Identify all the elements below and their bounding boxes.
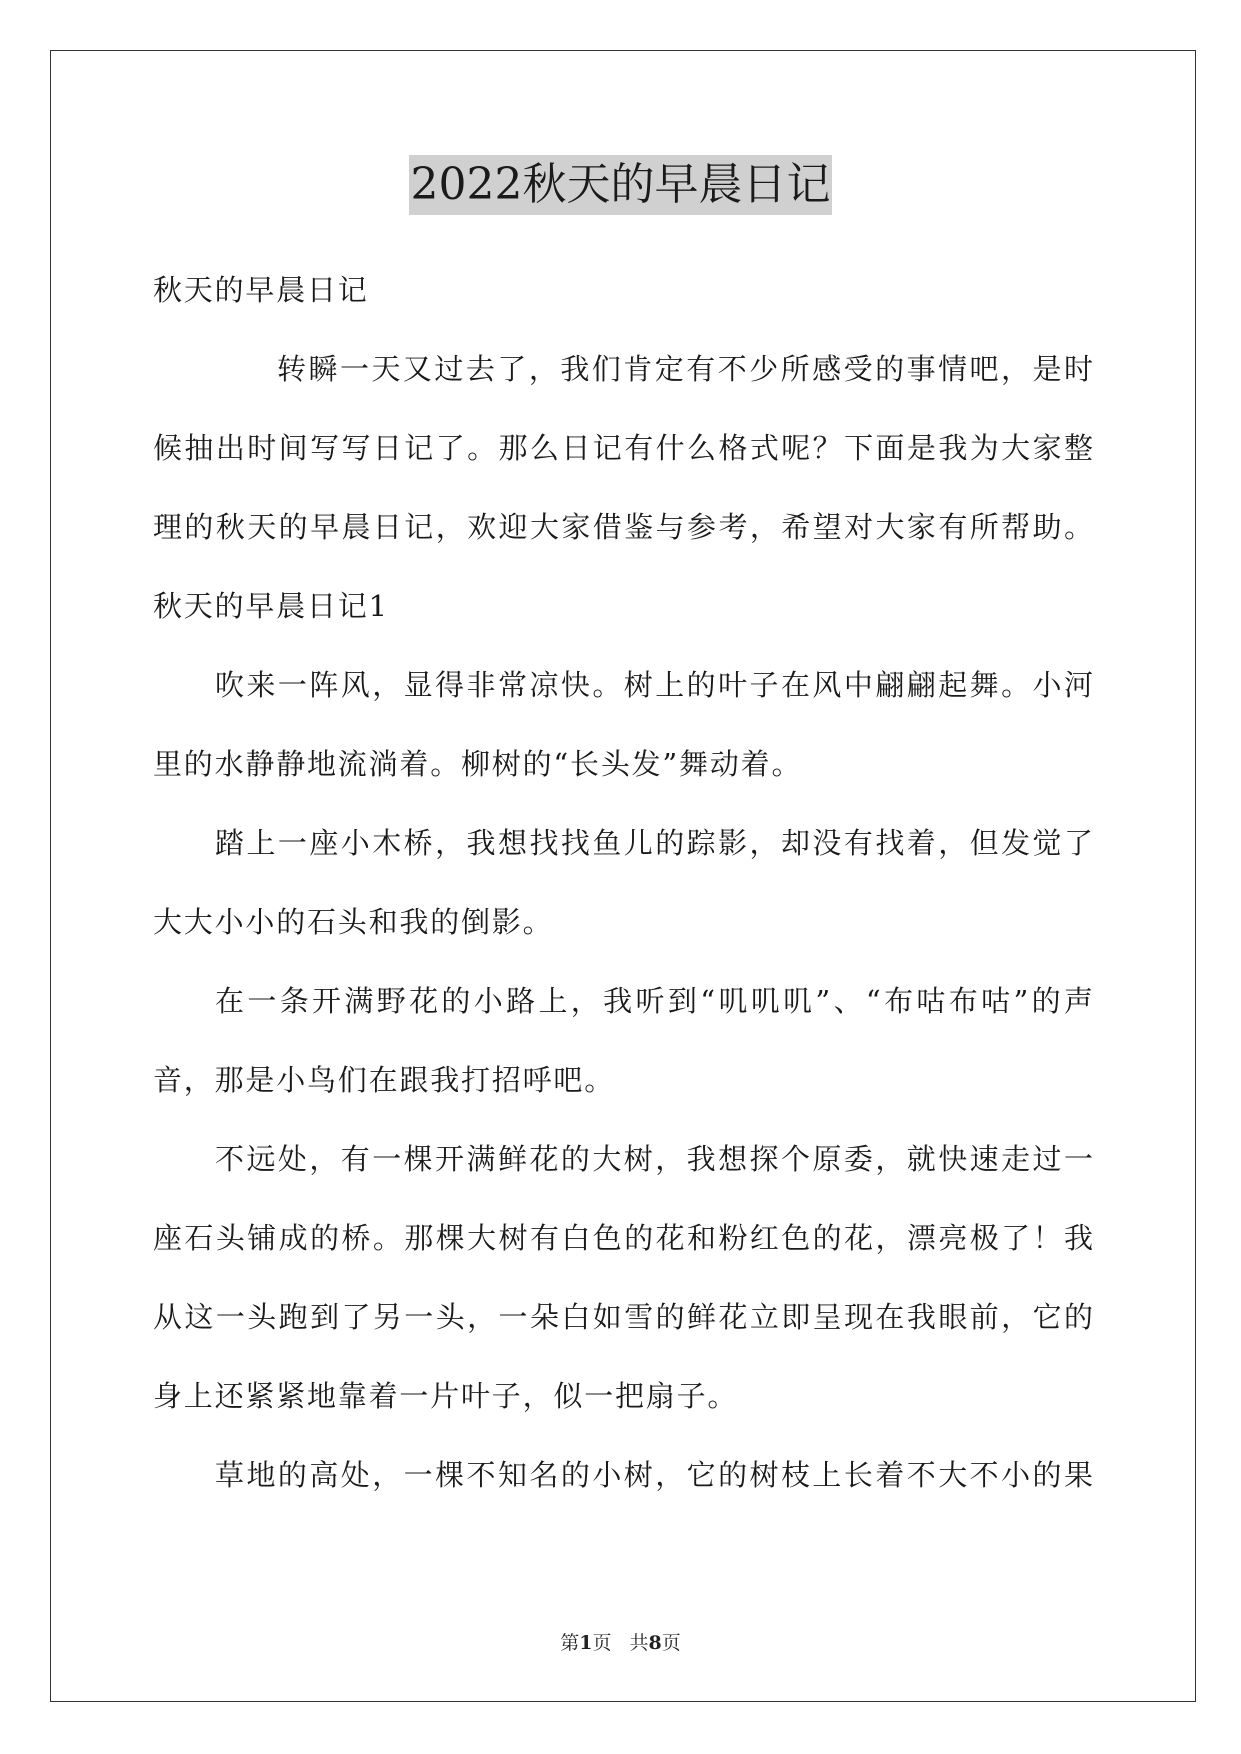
page-current: 1: [579, 1632, 593, 1654]
text-line: 里的水静静地流淌着。柳树的“长头发”舞动着。: [153, 747, 803, 781]
text-line: 座石头铺成的桥。那棵大树有白色的花和粉红色的花，漂亮极了！我: [153, 1221, 1093, 1255]
total-count: 8: [648, 1632, 662, 1654]
text-line: 音，那是小鸟们在跟我打招呼吧。: [153, 1063, 616, 1097]
page-prefix: 第: [560, 1632, 580, 1654]
document-body: [153, 258, 1093, 1522]
text-line: 理的秋天的早晨日记，欢迎大家借鉴与参考，希望对大家有所帮助。: [153, 510, 1093, 544]
text-line: 在一条开满野花的小路上，我听到“叽叽叽”、“布咕布咕”的声: [215, 984, 1093, 1018]
total-pages: [630, 1632, 681, 1654]
document-title: 2022秋天的早晨日记: [409, 155, 833, 215]
text-line: 身上还紧紧地靠着一片叶子，似一把扇子。: [153, 1379, 739, 1413]
text-line: 不远处，有一棵开满鲜花的大树，我想探个原委，就快速走过一: [215, 1142, 1093, 1176]
page-number: [560, 1632, 611, 1654]
text-line: 从这一头跑到了另一头，一朵白如雪的鲜花立即呈现在我眼前，它的: [153, 1300, 1093, 1334]
text-line: 秋天的早晨日记1: [153, 589, 389, 623]
text-line: 踏上一座小木桥，我想找找鱼儿的踪影，却没有找着，但发觉了: [215, 826, 1093, 860]
total-suffix: 页: [661, 1632, 681, 1654]
text-line: 候抽出时间写写日记了。那么日记有什么格式呢？下面是我为大家整: [153, 431, 1093, 465]
text-line: 大大小小的石头和我的倒影。: [153, 905, 554, 939]
text-line: 转瞬一天又过去了，我们肯定有不少所感受的事情吧，是时: [277, 352, 1093, 386]
text-line: 草地的高处，一棵不知名的小树，它的树枝上长着不大不小的果: [215, 1458, 1093, 1492]
page-suffix: 页: [592, 1632, 612, 1654]
total-prefix: 共: [629, 1632, 649, 1654]
text-line: 吹来一阵风，显得非常凉快。树上的叶子在风中翩翩起舞。小河: [215, 668, 1093, 702]
text-line: 秋天的早晨日记: [153, 273, 369, 307]
page-footer: [0, 1628, 1241, 1655]
title-container: [0, 155, 1241, 215]
